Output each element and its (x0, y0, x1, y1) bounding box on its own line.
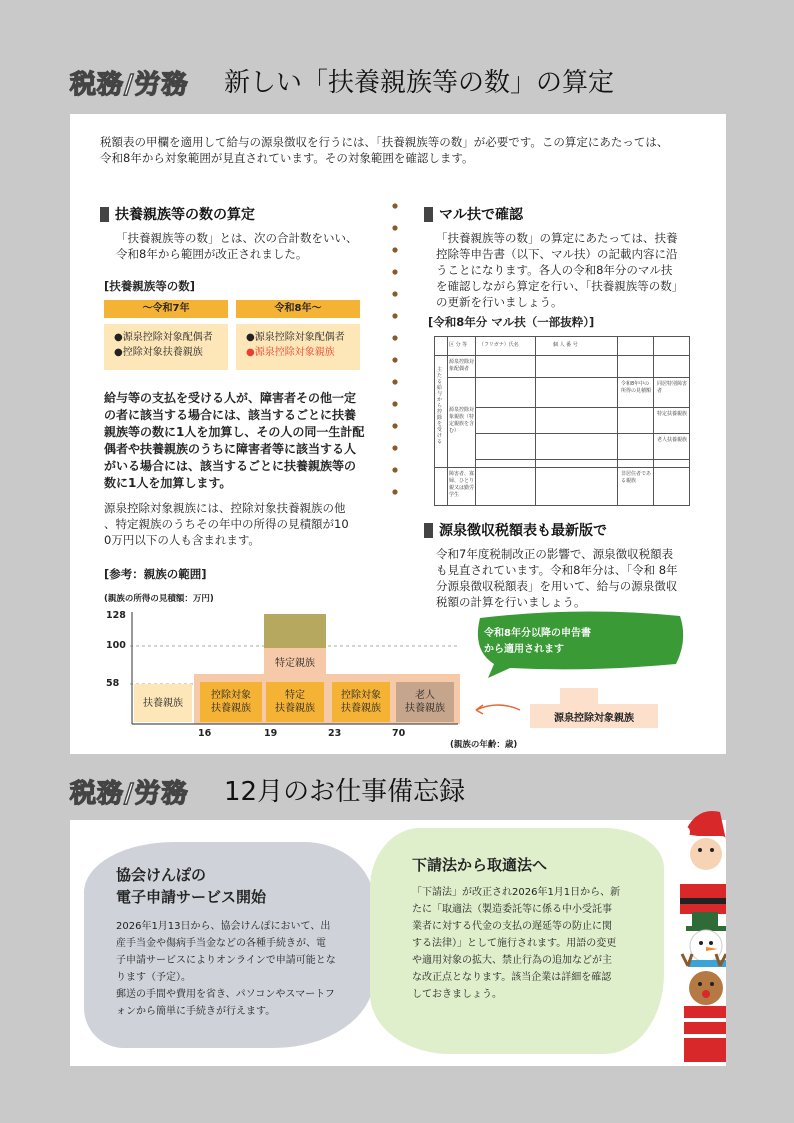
chart-cell-tokutei-fuyou: 特定 扶養親族 (266, 682, 324, 722)
card-toriteki-body: 「下請法」が改正され2026年1月1日から、新 たに「取適法（製造委託等に係る中小受託事 業者に対する代金の支払の遅延等の防止に関 する法律）」として施行されます。用語の変更 や適用対象の拡大、禁止行為の追加などが主 な改正点となります。該当企業は詳細を確認 しておきましょう。 (412, 887, 621, 1000)
form-note-1: 同居特別障害者 (657, 381, 688, 394)
dotted-divider (388, 200, 402, 510)
y-tick-58: 58 (106, 678, 120, 689)
era-old-box (104, 300, 228, 370)
era-new-list: ●源泉控除対象配偶者 ●源泉控除対象親族 (236, 324, 360, 370)
bold-paragraph: 給与等の支払を受ける人が、障害者その他一定 の者に該当する場合には、該当するごとに扶養 親族等の数に1人を加算し、その人の同一生計配 偶者や扶養親族のうちに障害者等に該当する人 がいる場合には、該当するごとに扶養親族等の 数に1人を加算します。 (104, 391, 365, 490)
legend-arrow (468, 694, 528, 720)
christmas-characters-illustration (670, 806, 726, 1066)
section-tag-2: 税務/労務 (70, 779, 189, 809)
chart-cell-fuyou: 扶養親族 (134, 684, 192, 722)
left-lead: 「扶養親族等の数」とは、次の合計数をいい、 令和8年から範囲が改正されました。 (116, 231, 358, 261)
card-toriteki-title: 下請法から取適法へ (412, 856, 548, 874)
left-heading: 扶養親族等の数の算定 (100, 204, 255, 224)
form-shinzoku: 源泉控除対象親族（特定親族を含む） (449, 407, 475, 434)
right-heading-1: マル扶で確認 (424, 204, 523, 224)
era-old-label: ～令和7年 (104, 300, 228, 318)
main-panel (70, 114, 726, 754)
reference-bracket: [参考：親族の範囲] (104, 567, 207, 581)
maru-fu-form (434, 336, 690, 506)
y-tick-100: 100 (106, 640, 126, 651)
era-old-list: ●源泉控除対象配偶者 ●控除対象扶養親族 (104, 324, 228, 370)
form-bracket: [令和8年分 マル扶（一部抜粋）] (428, 315, 595, 329)
right-paragraph-2: 令和7年度税制改正の影響で、源泉徴収税額表 も見直されています。令和8年分は、「令和 8年 分源泉徴収税額表」を用いて、給与の源泉徴収 税額の計算を行いましょう。 (436, 547, 678, 609)
form-kubun: 区 分 等 (449, 342, 468, 348)
form-note-2: 特定扶養親族 (657, 411, 688, 417)
x-tick-70: 70 (392, 728, 406, 739)
chart-cell-kojo-2: 控除対象 扶養親族 (332, 682, 390, 722)
x-tick-23: 23 (328, 728, 342, 739)
legend-label: 源泉控除対象親族 (530, 704, 658, 728)
memo-panel (70, 820, 726, 1066)
section-title: 新しい「扶養親族等の数」の算定 (224, 68, 615, 98)
card-kenpo-title: 協会けんぽの 電子申請サービス開始 (116, 866, 267, 906)
form-shogai: 障害者、寡婦、ひとり親又は勤労学生 (449, 471, 475, 498)
chart-y-label: (親族の所得の見積額：万円) (104, 594, 214, 604)
era-new-label: 令和8年～ (236, 300, 360, 318)
right-paragraph-1: 「扶養親族等の数」の算定にあたっては、扶養 控除等申告書（以下、マル扶）の記載内容に沿 うことになります。各人の令和8年分のマル扶 を確認しながら算定を行い、「扶養親族等の数」 の更新を行いましょう。 (436, 231, 684, 309)
form-note-3: 老人扶養親族 (657, 437, 688, 443)
speech-bubble-text: 令和8年分以降の申告書 から適用されます (484, 628, 591, 655)
heading-marker (424, 523, 433, 538)
section-tag: 税務/労務 (70, 70, 189, 100)
form-haigusha: 源泉控除対象配偶者 (449, 359, 475, 372)
legend-tab (560, 688, 598, 704)
family-count-bracket: [扶養親族等の数] (104, 279, 196, 293)
x-tick-16: 16 (198, 728, 212, 739)
heading-marker (100, 207, 109, 222)
chart-x-label: (親族の年齢：歳) (450, 740, 518, 750)
intro-text: 税額表の甲欄を適用して給与の源泉徴収を行うには、「扶養親族等の数」が必要です。この算定にあたっては、 令和8年から対象範囲が見直されています。その対象範囲を確認します。 (100, 135, 669, 165)
form-furigana: （フリガナ）氏名 (479, 342, 519, 348)
left-paragraph-2: 源泉控除対象親族には、控除対象扶養親族の他 、特定親族のうちその年中の所得の見積額が10 0万円以下の人も含まれます。 (104, 501, 349, 547)
chart-cell-tokutei-shinzoku: 特定親族 (264, 648, 326, 678)
chart-cell-rojin: 老人 扶養親族 (396, 682, 454, 722)
heading-marker (424, 207, 433, 222)
x-tick-19: 19 (264, 728, 278, 739)
form-note-5: 非居住者である親族 (621, 471, 652, 484)
card-kenpo-body: 2026年1月13日から、協会けんぽにおいて、出 産手当金や傷病手当金などの各種手続きが、電 子申請サービスによりオンラインで申請可能とな ります（予定）。 郵送の手間や費用を省き、パソコンやスマートフ ォンから簡単に手続きが行えます。 (116, 921, 336, 1017)
chart-axes (128, 612, 468, 732)
chart-cell-kojo-1: 控除対象 扶養親族 (200, 682, 262, 722)
era-new-box (236, 300, 360, 370)
right-heading-2: 源泉徴収税額表も最新版で (424, 520, 607, 540)
y-tick-128: 128 (106, 610, 126, 621)
form-side-label: 主たる給与から控除を受ける (437, 367, 443, 445)
section-title-2: 12月のお仕事備忘録 (224, 777, 466, 807)
form-note-4: 令和8年中の所得の見積額 (621, 381, 652, 394)
form-mynumber: 個 人 番 号 (553, 342, 578, 348)
